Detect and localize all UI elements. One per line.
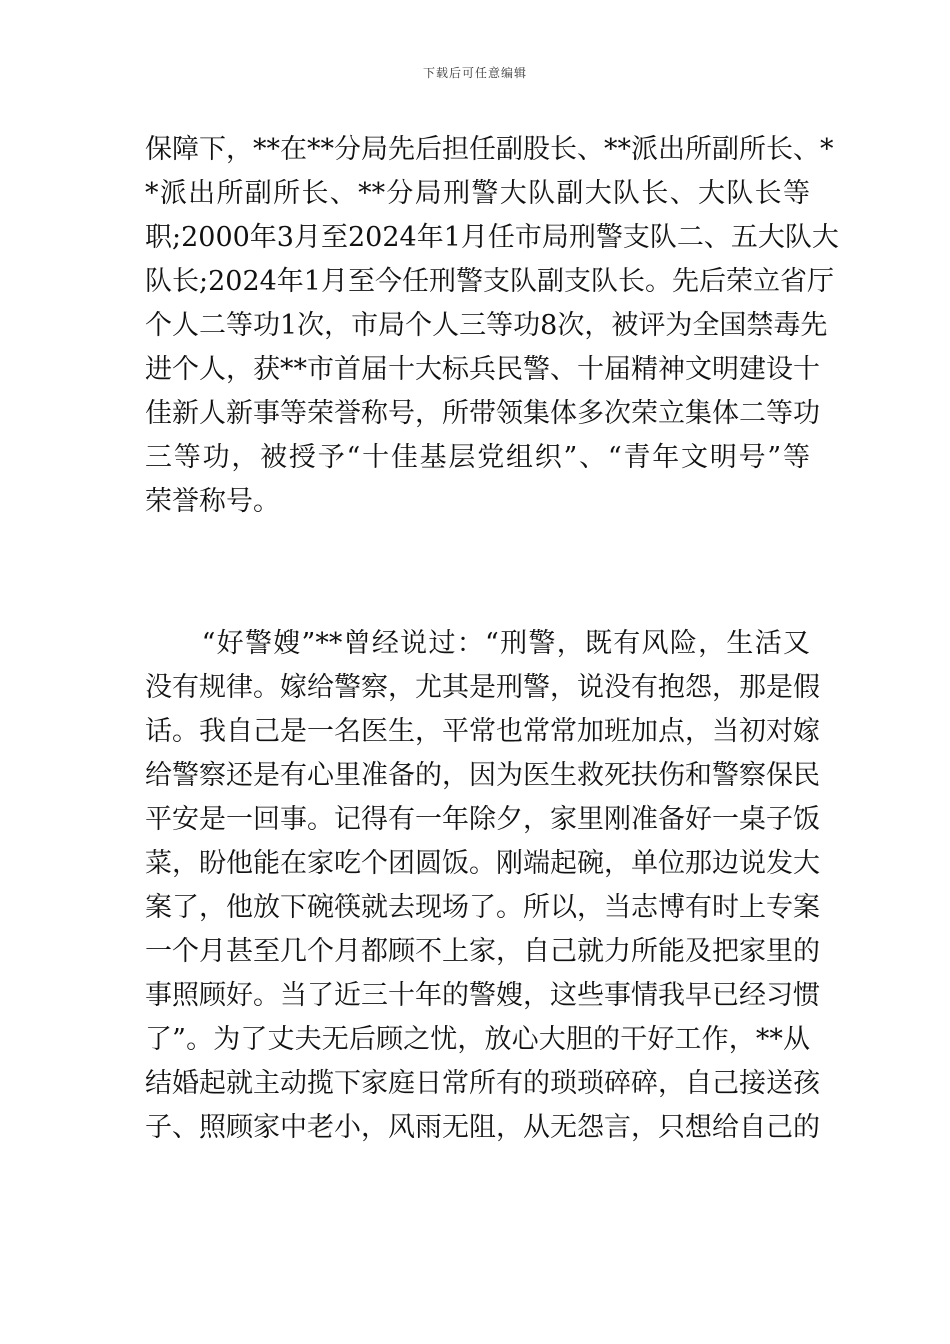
text-line: 给警察还是有心里准备的，因为医生救死扶伤和警察保民 [145,760,820,791]
text-line: 荣誉称号。 [145,486,280,517]
text-line: 菜，盼他能在家吃个团圆饭。刚端起碗，单位那边说发大 [145,848,820,879]
text-line: 了”。为了丈夫无后顾之忧，放心大胆的干好工作，**从 [145,1024,810,1055]
text-line: 职;2000年3月至2024年1月任市局刑警支队二、五大队大 [145,222,839,253]
text-line: 三等功，被授予“十佳基层党组织”、“青年文明号”等 [145,442,810,473]
paragraph-2 [145,622,820,1150]
text-line: “好警嫂”**曾经说过：“刑警，既有风险，生活又 [145,628,810,659]
text-line: 结婚起就主动揽下家庭日常所有的琐琐碎碎，自己接送孩 [145,1068,820,1099]
text-line: *派出所副所长、**分局刑警大队副大队长、大队长等 [145,178,810,209]
text-line: 案了，他放下碗筷就去现场了。所以，当志博有时上专案 [145,892,820,923]
text-line: 话。我自己是一名医生，平常也常常加班加点，当初对嫁 [145,716,820,747]
text-line: 一个月甚至几个月都顾不上家，自己就力所能及把家里的 [145,936,820,967]
text-line: 个人二等功1次，市局个人三等功8次，被评为全国禁毒先 [145,310,828,341]
text-line: 子、照顾家中老小，风雨无阻，从无怨言，只想给自己的 [145,1112,820,1143]
page-header: 下载后可任意编辑 [422,66,527,80]
paragraph-1 [145,128,839,524]
text-line: 平安是一回事。记得有一年除夕，家里刚准备好一桌子饭 [145,804,820,835]
text-line: 队长;2024年1月至今任刑警支队副支队长。先后荣立省厅 [145,266,834,297]
text-line: 没有规律。嫁给警察，尤其是刑警，说没有抱怨，那是假 [145,672,820,703]
text-line: 保障下，**在**分局先后担任副股长、**派出所副所长、* [145,134,834,165]
text-line: 佳新人新事等荣誉称号，所带领集体多次荣立集体二等功 [145,398,820,429]
text-line: 事照顾好。当了近三十年的警嫂，这些事情我早已经习惯 [145,980,820,1011]
text-line: 进个人，获**市首届十大标兵民警、十届精神文明建设十 [145,354,820,385]
